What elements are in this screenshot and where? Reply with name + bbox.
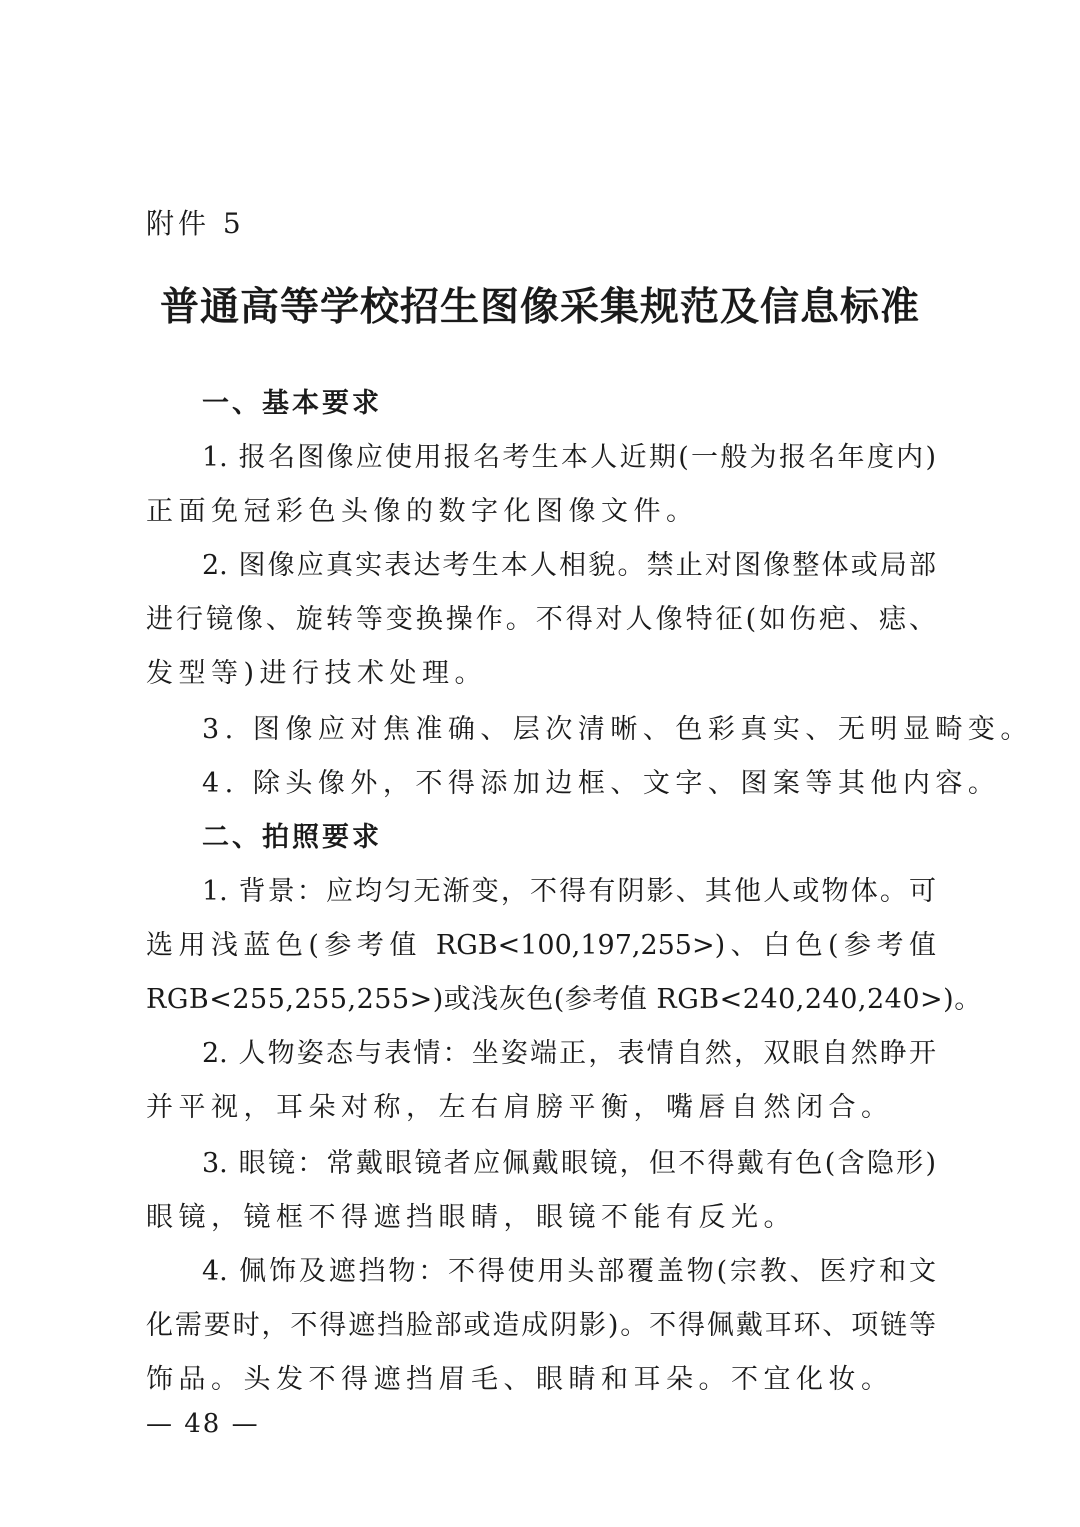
paragraph-line: 2. 图像应真实表达考生本人相貌。禁止对图像整体或局部	[202, 550, 936, 581]
paragraph-line: 1. 背景：应均匀无渐变，不得有阴影、其他人或物体。可	[202, 876, 936, 907]
section-heading-photo-requirements: 二、拍照要求	[202, 822, 382, 853]
paragraph-line: 选用浅蓝色(参考值 RGB<100,197,255>)、白色(参考值	[146, 930, 936, 961]
document-title: 普通高等学校招生图像采集规范及信息标准	[159, 285, 920, 330]
paragraph-line: 正面免冠彩色头像的数字化图像文件。	[146, 496, 699, 527]
paragraph-line: 进行镜像、旋转等变换操作。不得对人像特征(如伤疤、痣、	[146, 604, 936, 635]
page-number: — 48 —	[146, 1409, 260, 1439]
paragraph-line: 1. 报名图像应使用报名考生本人近期(一般为报名年度内)	[202, 442, 936, 473]
paragraph-line: 化需要时，不得遮挡脸部或造成阴影)。不得佩戴耳环、项链等	[146, 1310, 936, 1341]
paragraph-line: 发型等)进行技术处理。	[146, 658, 488, 689]
paragraph-line: 饰品。头发不得遮挡眉毛、眼睛和耳朵。不宜化妆。	[146, 1364, 894, 1395]
paragraph-line: 2. 人物姿态与表情：坐姿端正，表情自然，双眼自然睁开	[202, 1038, 936, 1069]
paragraph-line: 4. 除头像外，不得添加边框、文字、图案等其他内容。	[202, 768, 1001, 799]
paragraph-line: 3. 眼镜：常戴眼镜者应佩戴眼镜，但不得戴有色(含隐形)	[202, 1148, 936, 1179]
attachment-label: 附件 5	[146, 207, 245, 240]
paragraph-line: 3. 图像应对焦准确、层次清晰、色彩真实、无明显畸变。	[202, 714, 1033, 745]
paragraph-line: RGB<255,255,255>)或浅灰色(参考值 RGB<240,240,240>)。	[146, 984, 982, 1015]
paragraph-line: 并平视，耳朵对称，左右肩膀平衡，嘴唇自然闭合。	[146, 1092, 894, 1123]
section-heading-basic-requirements: 一、基本要求	[202, 388, 382, 419]
paragraph-line: 4. 佩饰及遮挡物：不得使用头部覆盖物(宗教、医疗和文	[202, 1256, 936, 1287]
paragraph-line: 眼镜，镜框不得遮挡眼睛，眼镜不能有反光。	[146, 1202, 796, 1233]
